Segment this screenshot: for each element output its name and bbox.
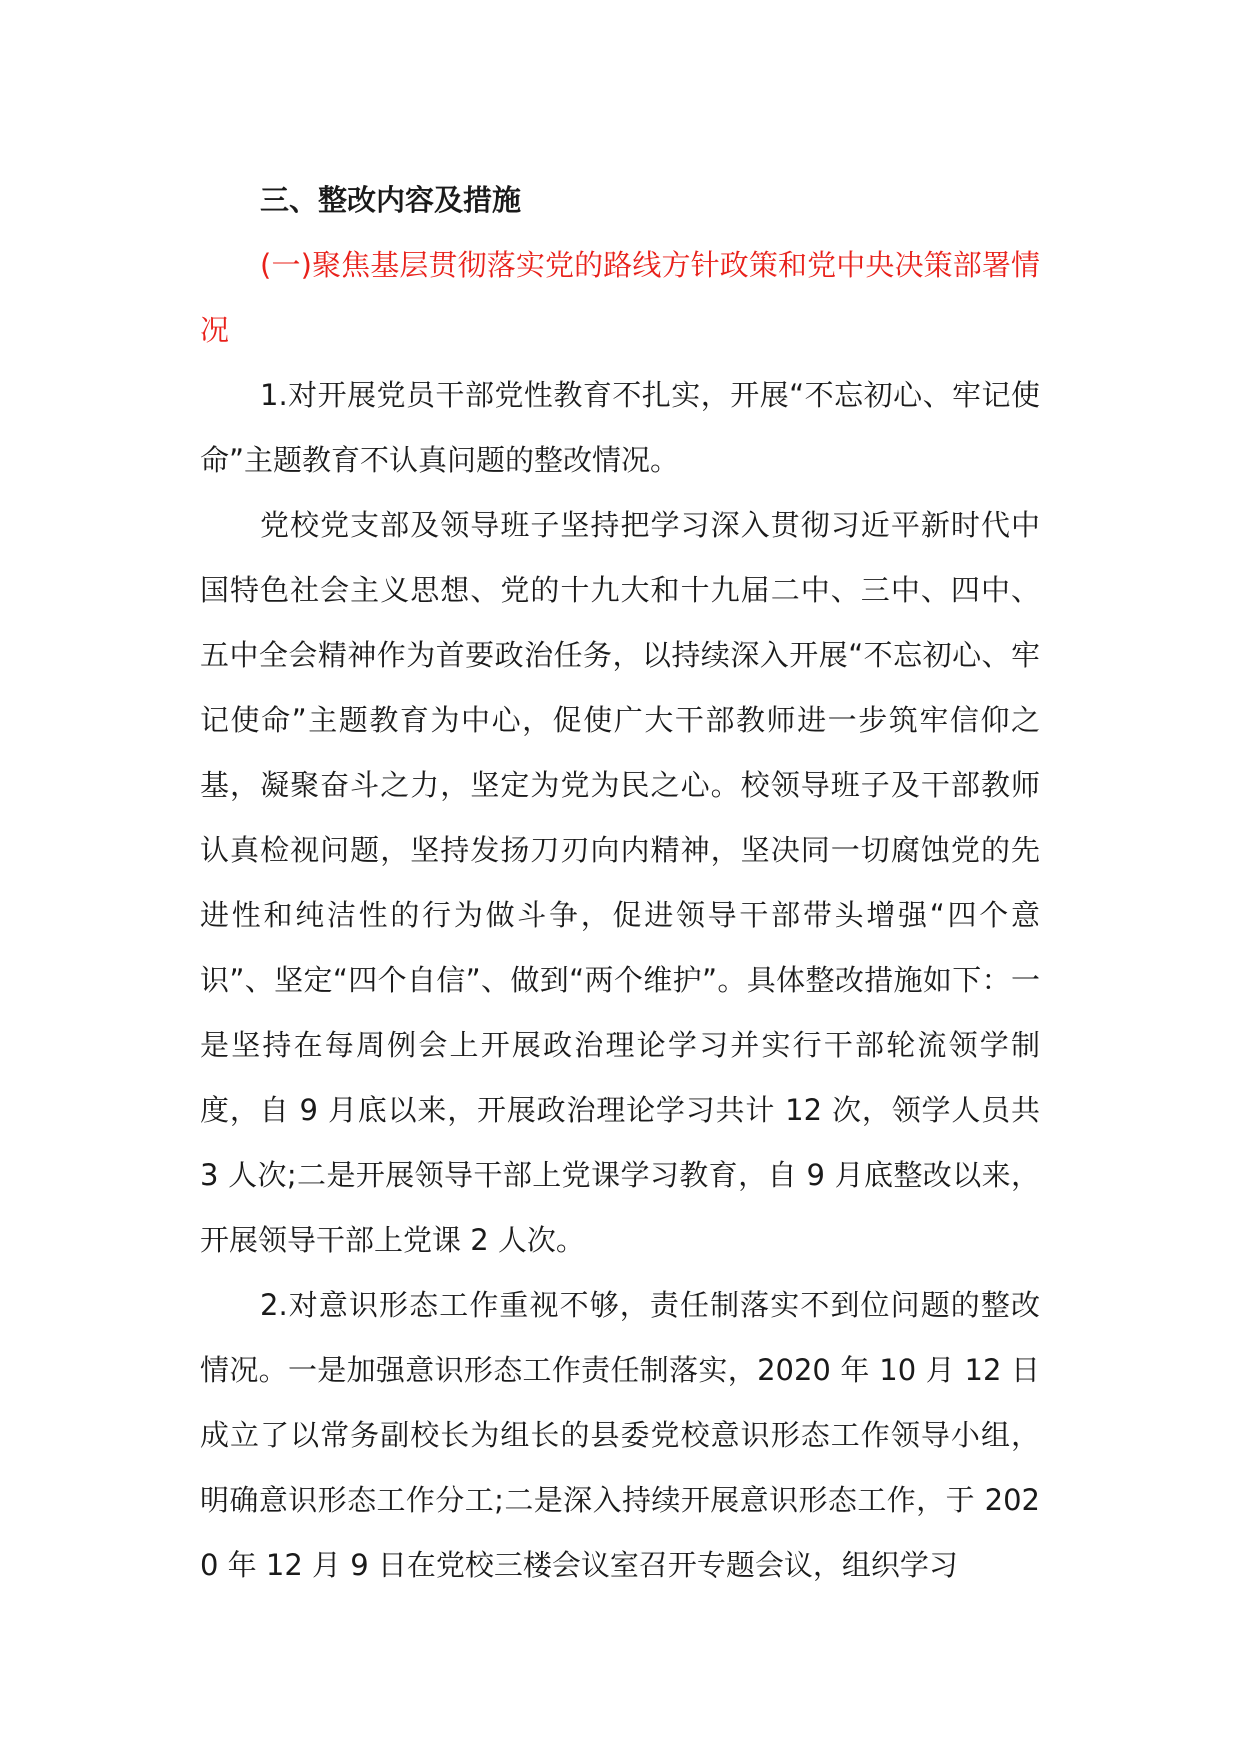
item2-body: 2.对意识形态工作重视不够，责任制落实不到位问题的整改情况。一是加强意识形态工作责任制落实，2020 年 10 月 12 日成立了以常务副校长为组长的县委党校意识形态工作领导小组，明确意识形态工作分工;二是深入持续开展意识形态工作，于 2020 年 12 月 9 日在党校三楼会议室召开专题会议，组织学习 bbox=[200, 1288, 1040, 1582]
item1-title: 1.对开展党员干部党性教育不扎实，开展“不忘初心、牢记使命”主题教育不认真问题的整改情况。 bbox=[200, 378, 1040, 477]
section-heading: 三、整改内容及措施 bbox=[260, 183, 522, 217]
sub-heading: (一)聚焦基层贯彻落实党的路线方针政策和党中央决策部署情况 bbox=[200, 248, 1040, 347]
item1-body: 党校党支部及领导班子坚持把学习深入贯彻习近平新时代中国特色社会主义思想、党的十九大和十九届二中、三中、四中、五中全会精神作为首要政治任务，以持续深入开展“不忘初心、牢记使命”主题教育为中心，促使广大干部教师进一步筑牢信仰之基，凝聚奋斗之力，坚定为党为民之心。校领导班子及干部教师认真检视问题，坚持发扬刀刃向内精神，坚决同一切腐蚀党的先进性和纯洁性的行为做斗争，促进领导干部带头增强“四个意识”、坚定“四个自信”、做到“两个维护”。具体整改措施如下：一是坚持在每周例会上开展政治理论学习并实行干部轮流领学制度，自 9 月底以来，开展政治理论学习共计 12 次，领学人员共 3 人次;二是开展领导干部上党课学习教育，自 9 月底整改以来，开展领导干部上党课 2 人次。 bbox=[200, 508, 1040, 1257]
document-page bbox=[200, 168, 1040, 1598]
